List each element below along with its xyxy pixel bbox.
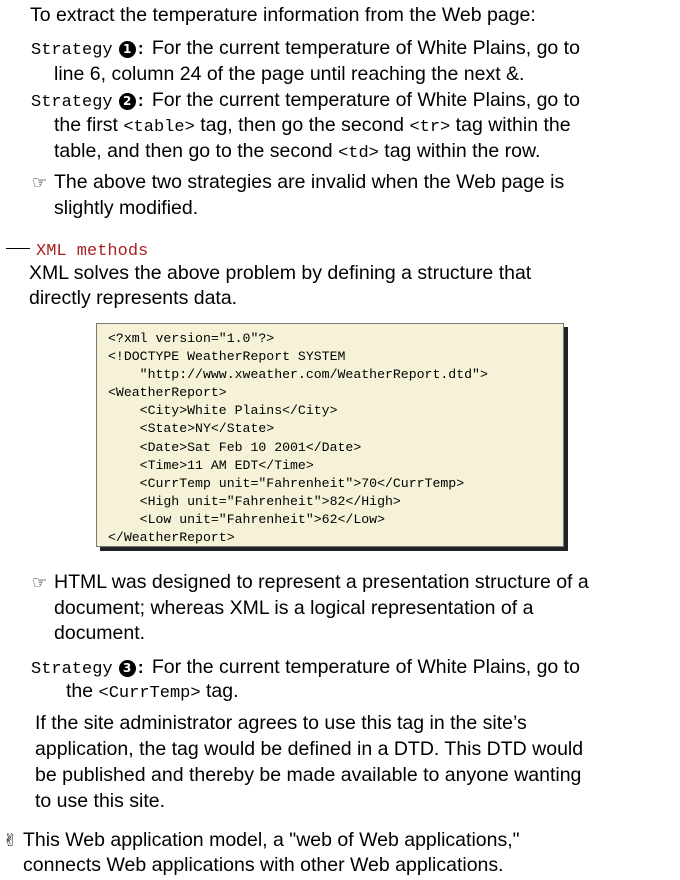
final-point: [3, 827, 520, 854]
invalid-note-line1: The above two strategies are invalid when the Web page is: [54, 171, 565, 193]
code-line: <State>NY</State>: [108, 421, 275, 437]
intro-text: To extract the temperature information from the Web page:: [30, 4, 536, 26]
number-1-badge: 1: [119, 41, 136, 58]
strategy-1: [31, 35, 580, 64]
admin-para-line: If the site administrator agrees to use this tag in the site’s: [35, 712, 527, 734]
admin-para-line: to use this site.: [35, 790, 166, 812]
strategy-colon: :: [135, 660, 146, 679]
pointing-hand-icon: ☞: [32, 173, 48, 193]
table-tag: <table>: [123, 118, 195, 137]
currtemp-tag: <CurrTemp>: [98, 684, 201, 703]
strategy-label: Strategy: [31, 660, 113, 679]
final-point-line1: This Web application model, a "web of Web applications,": [23, 829, 520, 851]
strategy-2-text: table, and then go to the second: [54, 140, 339, 162]
code-line: <High unit="Fahrenheit">82</High>: [108, 493, 401, 509]
victory-hand-icon: ✌: [3, 831, 18, 851]
xml-code-box: [96, 323, 564, 547]
number-3-badge: 3: [119, 660, 136, 677]
code-line: <!DOCTYPE WeatherReport SYSTEM: [108, 349, 346, 365]
strategy-label: Strategy: [31, 41, 113, 60]
xml-desc-line2: directly represents data.: [29, 287, 238, 309]
html-note-line2: document; whereas XML is a logical representation of a: [54, 597, 534, 619]
code-line: <WeatherReport>: [108, 385, 227, 401]
strategy-2-text: tag within the: [450, 114, 571, 136]
strategy-1-line1: For the current temperature of White Plains, go to: [151, 37, 580, 59]
strategy-3-line2: [66, 678, 239, 707]
code-line: </WeatherReport>: [108, 530, 235, 546]
admin-para-line: be published and thereby be made available to anyone wanting: [35, 764, 582, 786]
strategy-label: Strategy: [31, 93, 113, 112]
code-line: <Low unit="Fahrenheit">62</Low>: [108, 511, 385, 527]
strategy-2-text: tag, then go the second: [194, 114, 410, 136]
strategy-2-text: tag within the row.: [378, 140, 541, 162]
strategy-2-line2: [54, 112, 571, 141]
dash-icon: [6, 248, 30, 249]
strategy-3-text: the: [66, 680, 99, 702]
final-point-line2: connects Web applications with other Web applications.: [23, 854, 504, 876]
strategy-2-line1: For the current temperature of White Plains, go to: [151, 89, 580, 111]
xml-desc-line1: XML solves the above problem by defining a structure that: [29, 262, 532, 284]
invalid-note: [32, 169, 564, 196]
code-line: <City>White Plains</City>: [108, 403, 338, 419]
html-note: [32, 569, 589, 596]
html-note-line1: HTML was designed to represent a presentation structure of a: [54, 571, 589, 593]
number-2-badge: 2: [119, 93, 136, 110]
strategy-colon: :: [135, 41, 146, 60]
strategy-1-line2: line 6, column 24 of the page until reaching the next &.: [54, 63, 525, 85]
td-tag: <td>: [338, 144, 379, 163]
pointing-hand-icon: ☞: [32, 573, 48, 593]
strategy-3-text: tag.: [200, 680, 239, 702]
invalid-note-line2: slightly modified.: [54, 197, 199, 219]
code-line: <CurrTemp unit="Fahrenheit">70</CurrTemp>: [108, 475, 465, 491]
tr-tag: <tr>: [409, 118, 451, 137]
code-line: <Date>Sat Feb 10 2001</Date>: [108, 439, 362, 455]
strategy-3-line1: For the current temperature of White Plains, go to: [151, 656, 580, 678]
strategy-colon: :: [135, 93, 146, 112]
html-note-line3: document.: [54, 622, 146, 644]
strategy-2-line3: [54, 138, 540, 167]
strategy-2-text: the first: [54, 114, 124, 136]
code-line: "http://www.xweather.com/WeatherReport.dtd">: [108, 367, 488, 383]
code-line: <Time>11 AM EDT</Time>: [108, 457, 314, 473]
code-line: <?xml version="1.0"?>: [108, 331, 275, 346]
admin-para-line: application, the tag would be defined in a DTD. This DTD would: [35, 738, 584, 760]
xml-heading-text: XML methods: [36, 242, 149, 261]
